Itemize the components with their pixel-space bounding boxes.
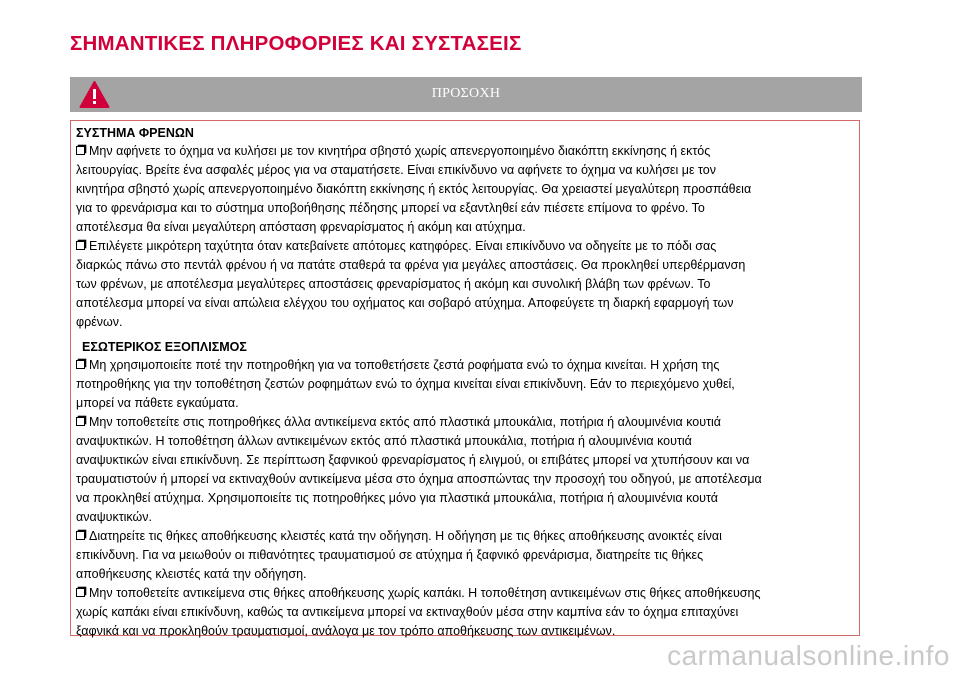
paragraph: Επιλέγετε μικρότερη ταχύτητα όταν κατεβαίνετε απότομες κατηφόρες. Είναι επικίνδυνο να οδηγείτε με το πόδι σας διαρκώς πάνω στο πεντάλ φρένου ή να πατάτε σταθερά τα φρένα για μεγάλες αποστάσεις. Θα προκληθεί υπερθέρμανση των φρένων, με αποτέλεσμα μεγαλύτερες αποστάσεις φρεναρίσματος ή ακόμη και συνολική βλάβη των φρένων. Το αποτέλεσμα μπορεί να είναι απώλεια ελέγχου του οχήματος και σοβαρό ατύχημα. Αποφεύγετε τη διαρκή εφαρμογή των φρένων. (76, 239, 746, 329)
paragraph: Μην τοποθετείτε αντικείμενα στις θήκες αποθήκευσης χωρίς καπάκι. Η τοποθέτηση αντικειμένων στις θήκες αποθήκευσης χωρίς καπάκι είναι επικίνδυνη, καθώς τα αντικείμενα μπορεί να εκτιναχθούν μέσα στην καμπίνα εάν το όχημα επιταχύνει ξαφνικά και να προκληθούν τραυματισμοί, ανάλογα με τον τρόπο αποθήκευσης των αντικειμένων. (76, 586, 761, 638)
section-heading-interior: ΕΣΩΤΕΡΙΚΟΣ ΕΞΟΠΛΙΣΜΟΣ (82, 340, 247, 354)
content (76, 124, 856, 641)
paragraph: Διατηρείτε τις θήκες αποθήκευσης κλειστές κατά την οδήγηση. Η οδήγηση με τις θήκες αποθήκευσης ανοικτές είναι επικίνδυνη. Για να μειωθούν οι πιθανότητες τραυματισμού σε ατύχημα ή ξαφνικό φρενάρισμα, διατηρείτε τις θήκες αποθήκευσης κλειστές κατά την οδήγηση. (76, 529, 722, 581)
checkbox-bullet-icon (76, 531, 85, 540)
warning-label: ΠΡΟΣΟΧΗ (431, 86, 501, 101)
checkbox-bullet-icon (76, 146, 85, 155)
warning-banner (70, 77, 862, 112)
paragraph: Μη χρησιμοποιείτε ποτέ την ποτηροθήκη για να τοποθετήσετε ζεστά ροφήματα ενώ το όχημα κινείται. Η χρήση της ποτηροθήκης για την τοποθέτηση ζεστών ροφημάτων ενώ το όχημα κινείται είναι επικίνδυνη. Εάν το περιεχόμενο χυθεί, μπορεί να πάθετε εγκαύματα. (76, 358, 735, 410)
checkbox-bullet-icon (76, 241, 85, 250)
checkbox-bullet-icon (76, 417, 85, 426)
checkbox-bullet-icon (76, 360, 85, 369)
checkbox-bullet-icon (76, 588, 85, 597)
watermark: carmanualsonline.info (667, 640, 950, 671)
page-title: ΣΗΜΑΝΤΙΚΕΣ ΠΛΗΡΟΦΟΡΙΕΣ ΚΑΙ ΣΥΣΤΑΣΕΙΣ (70, 32, 522, 55)
paragraph: Μην τοποθετείτε στις ποτηροθήκες άλλα αντικείμενα εκτός από πλαστικά μπουκάλια, ποτήρια ή αλουμινένια κουτιά αναψυκτικών. Η τοποθέτηση άλλων αντικειμένων εκτός από πλαστικά μπουκάλια, ποτήρια ή αλουμινένια κουτιά αναψυκτικών είναι επικίνδυνη. Σε περίπτωση ξαφνικού φρεναρίσματος ή ελιγμού, οι επιβάτες μπορεί να χτυπήσουν και να τραυματιστούν ή μπορεί να εκτιναχθούν αντικείμενα μέσα στο όχημα αποσπώντας την προσοχή του οδηγού, με αποτέλεσμα να προκληθεί ατύχημα. Χρησιμοποιείτε τις ποτηροθήκες μόνο για πλαστικά μπουκάλια, ποτήρια ή αλουμινένια κουτά αναψυκτικών. (76, 415, 762, 524)
section-heading-brakes: ΣΥΣΤΗΜΑ ΦΡΕΝΩΝ (76, 126, 194, 140)
paragraph: Μην αφήνετε το όχημα να κυλήσει με τον κινητήρα σβηστό χωρίς απενεργοποιημένο διακόπτη εκκίνησης ή εκτός λειτουργίας. Βρείτε ένα ασφαλές μέρος για να σταματήσετε. Είναι επικίνδυνο να αφήνετε το όχημα να κυλήσει με τον κινητήρα σβηστό χωρίς απενεργοποιημένο διακόπτη εκκίνησης ή εκτός λειτουργίας. Θα χρειαστεί μεγαλύτερη προσπάθεια για το φρενάρισμα και το σύστημα υποβοήθησης πέδησης μπορεί να εξαντληθεί εάν πιέσετε επίμονα το φρένο. Το αποτέλεσμα θα είναι μεγαλύτερη απόσταση φρεναρίσματος ή ακόμη και ατύχημα. (76, 144, 752, 234)
